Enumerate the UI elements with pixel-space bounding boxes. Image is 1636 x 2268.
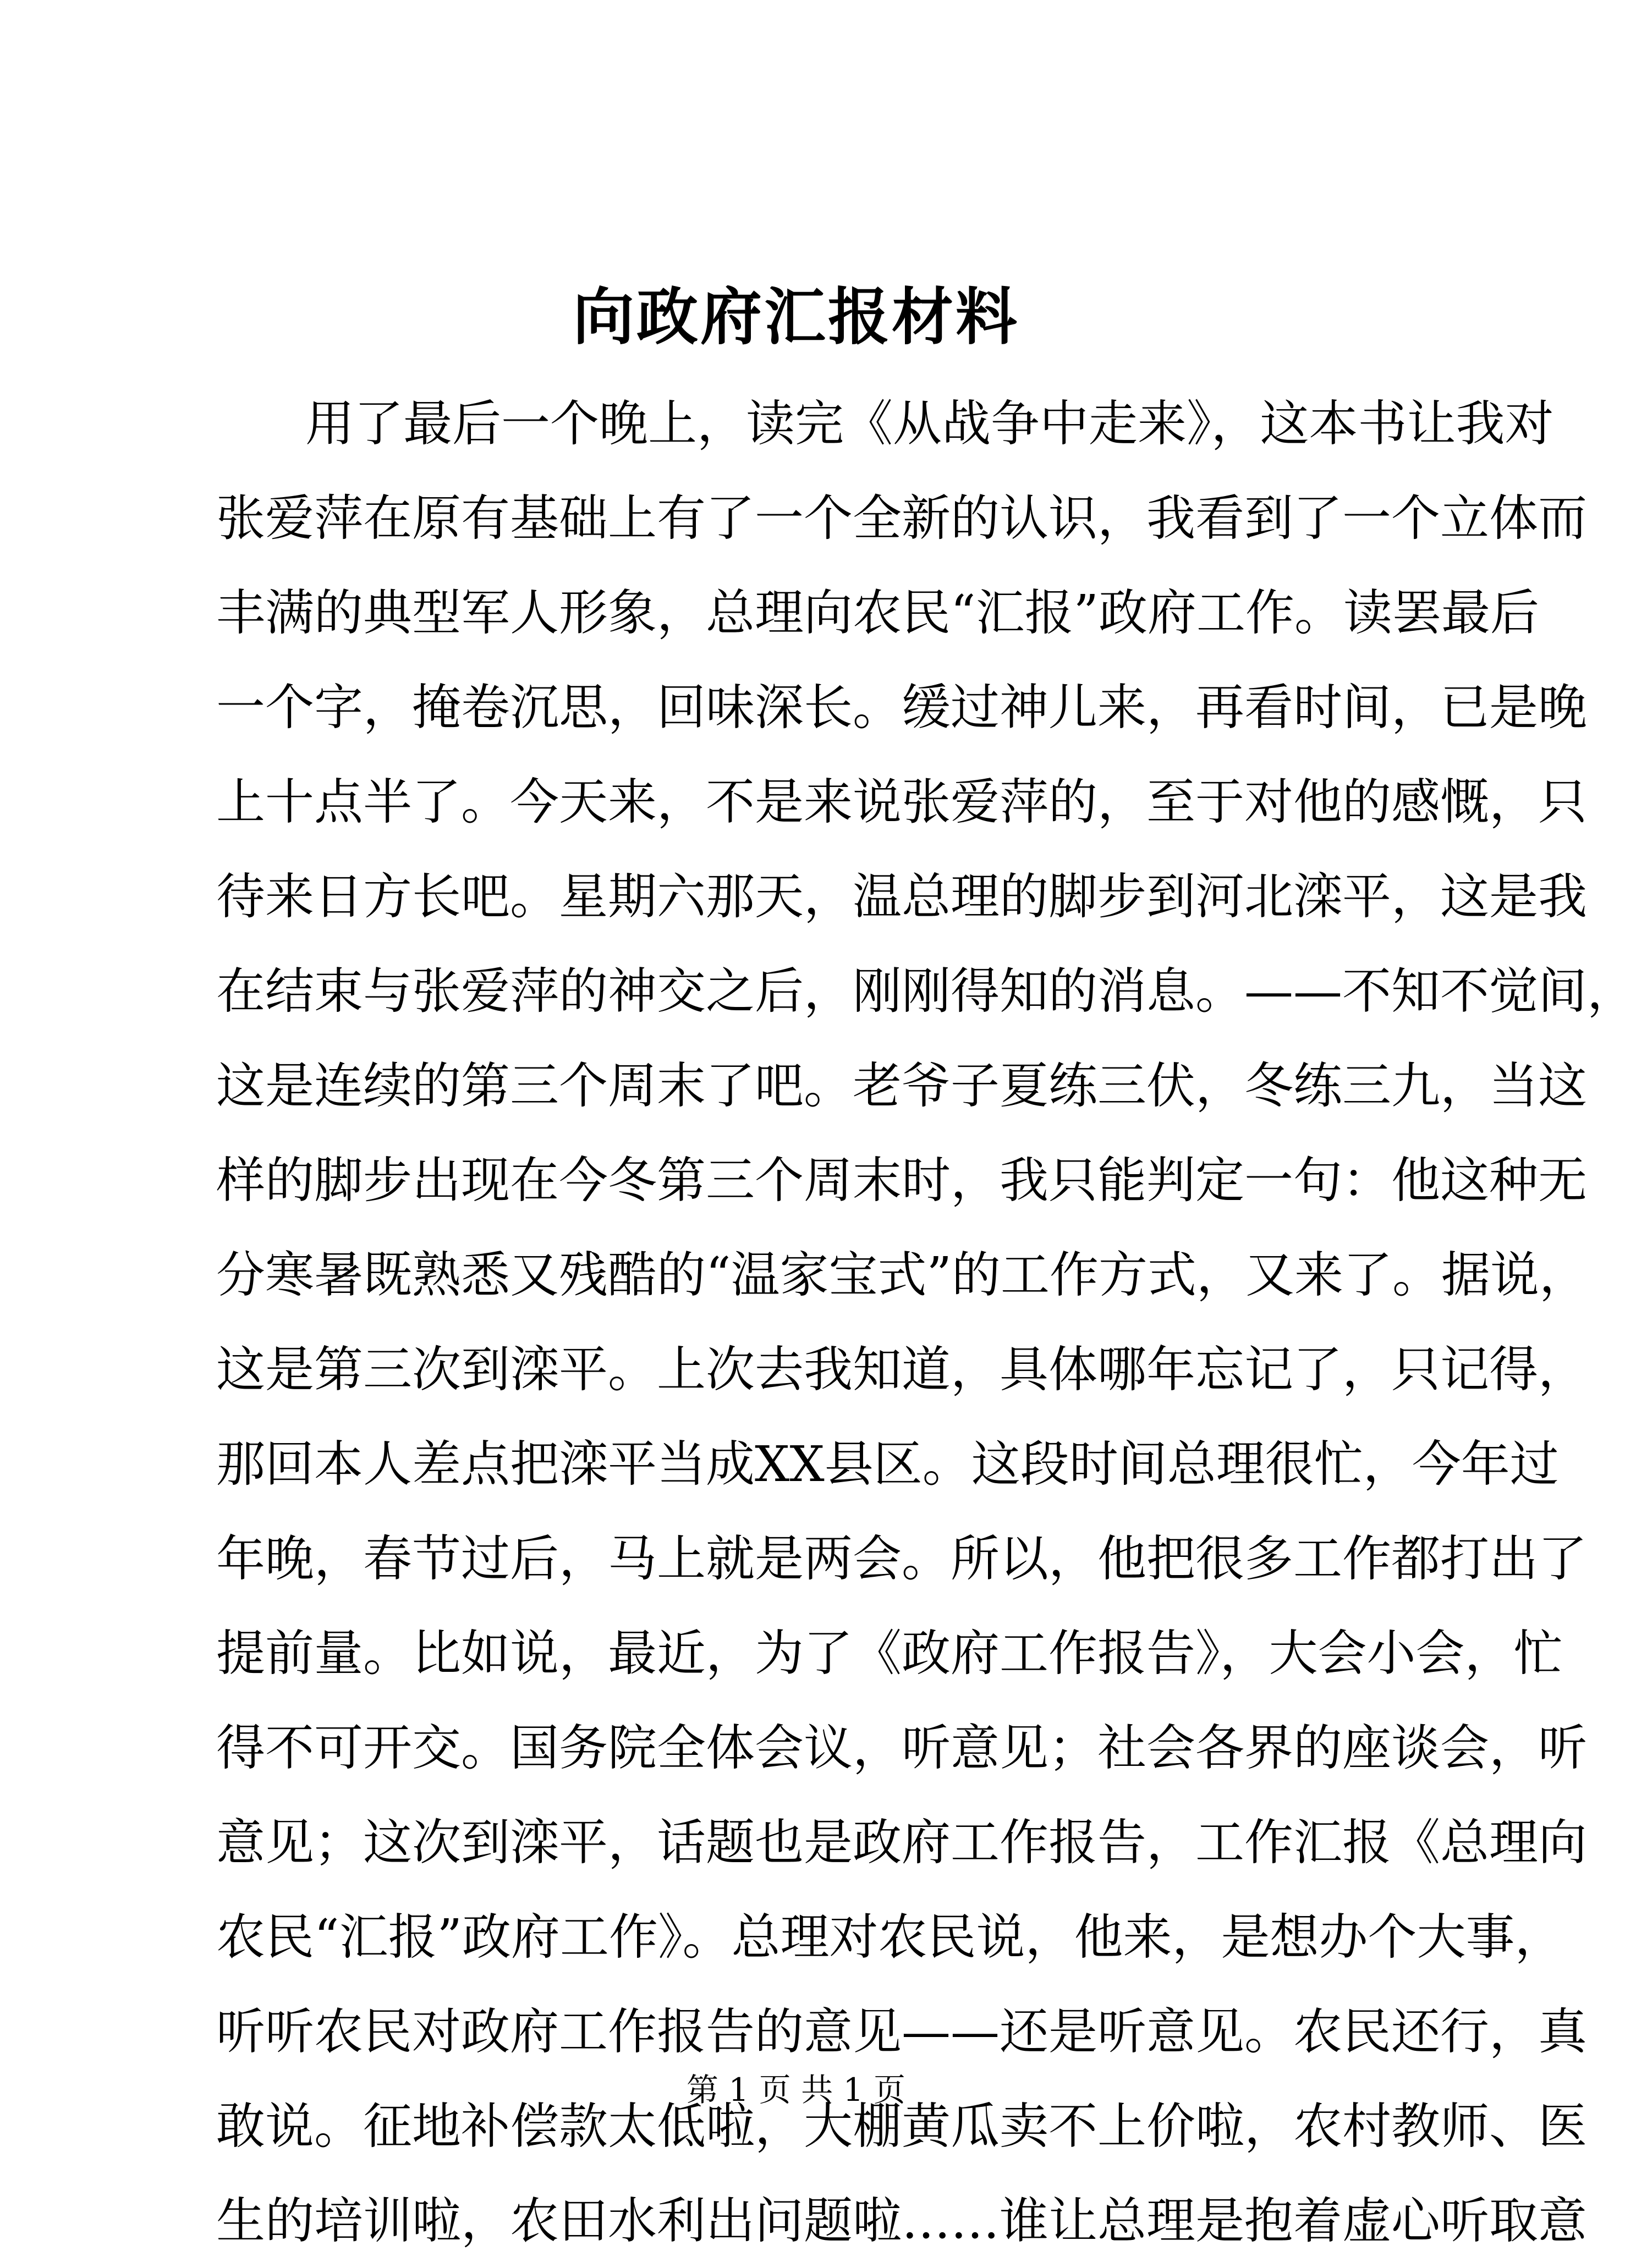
text-line: 生的培训啦，农田水利出问题啦……谁让总理是抱着虚心听取意 — [216, 2192, 1587, 2249]
text-line: 样的脚步出现在今冬第三个周末时，我只能判定一句：他这种无 — [216, 1152, 1587, 1209]
page-number: 第 1 页 共 1 页 — [687, 2071, 905, 2109]
text-line: 丰满的典型军人形象，总理向农民“汇报”政府工作。读罢最后 — [216, 584, 1539, 641]
text-line: 一个字，掩卷沉思，回味深长。缓过神儿来，再看时间，已是晚 — [216, 679, 1587, 736]
text-line: 农民“汇报”政府工作》。总理对农民说，他来，是想办个大事， — [216, 1908, 1564, 1966]
text-line: 上十点半了。今天来，不是来说张爱萍的，至于对他的感慨，只 — [216, 773, 1587, 830]
text-line: 得不可开交。国务院全体会议，听意见；社会各界的座谈会，听 — [216, 1719, 1587, 1776]
text-line: 这是连续的第三个周末了吧。老爷子夏练三伏，冬练三九，当这 — [216, 1057, 1587, 1114]
text-line: 在结束与张爱萍的神交之后，刚刚得知的消息。——不知不觉间， — [216, 962, 1636, 1020]
text-line: 那回本人差点把滦平当成XX县区。这段时间总理很忙，今年过 — [216, 1435, 1559, 1493]
text-line: 待来日方长吧。星期六那天，温总理的脚步到河北滦平，这是我 — [216, 868, 1587, 925]
document-title: 向政府汇报材料 — [573, 281, 1019, 353]
text-line: 提前量。比如说，最近，为了《政府工作报告》，大会小会，忙 — [216, 1625, 1563, 1682]
text-line: 张爱萍在原有基础上有了一个全新的认识，我看到了一个立体而 — [216, 489, 1587, 547]
text-line: 分寒暑既熟悉又残酷的“温家宝式”的工作方式，又来了。据说， — [216, 1246, 1588, 1303]
text-line: 年晚，春节过后，马上就是两会。所以，他把很多工作都打出了 — [216, 1530, 1587, 1587]
text-line: 用了最后一个晚上，读完《从战争中走来》，这本书让我对 — [305, 395, 1554, 452]
page-footer — [0, 2068, 1592, 2112]
body-paragraph — [216, 376, 1636, 2268]
text-line: 听听农民对政府工作报告的意见——还是听意见。农民还行，真 — [216, 2003, 1587, 2060]
text-line: 意见；这次到滦平，话题也是政府工作报告，工作汇报《总理向 — [216, 1814, 1587, 1871]
text-line: 这是第三次到滦平。上次去我知道，具体哪年忘记了，只记得， — [216, 1341, 1587, 1398]
text-line: 敢说。征地补偿款太低啦，大棚黄瓜卖不上价啦，农村教师、医 — [216, 2098, 1587, 2155]
